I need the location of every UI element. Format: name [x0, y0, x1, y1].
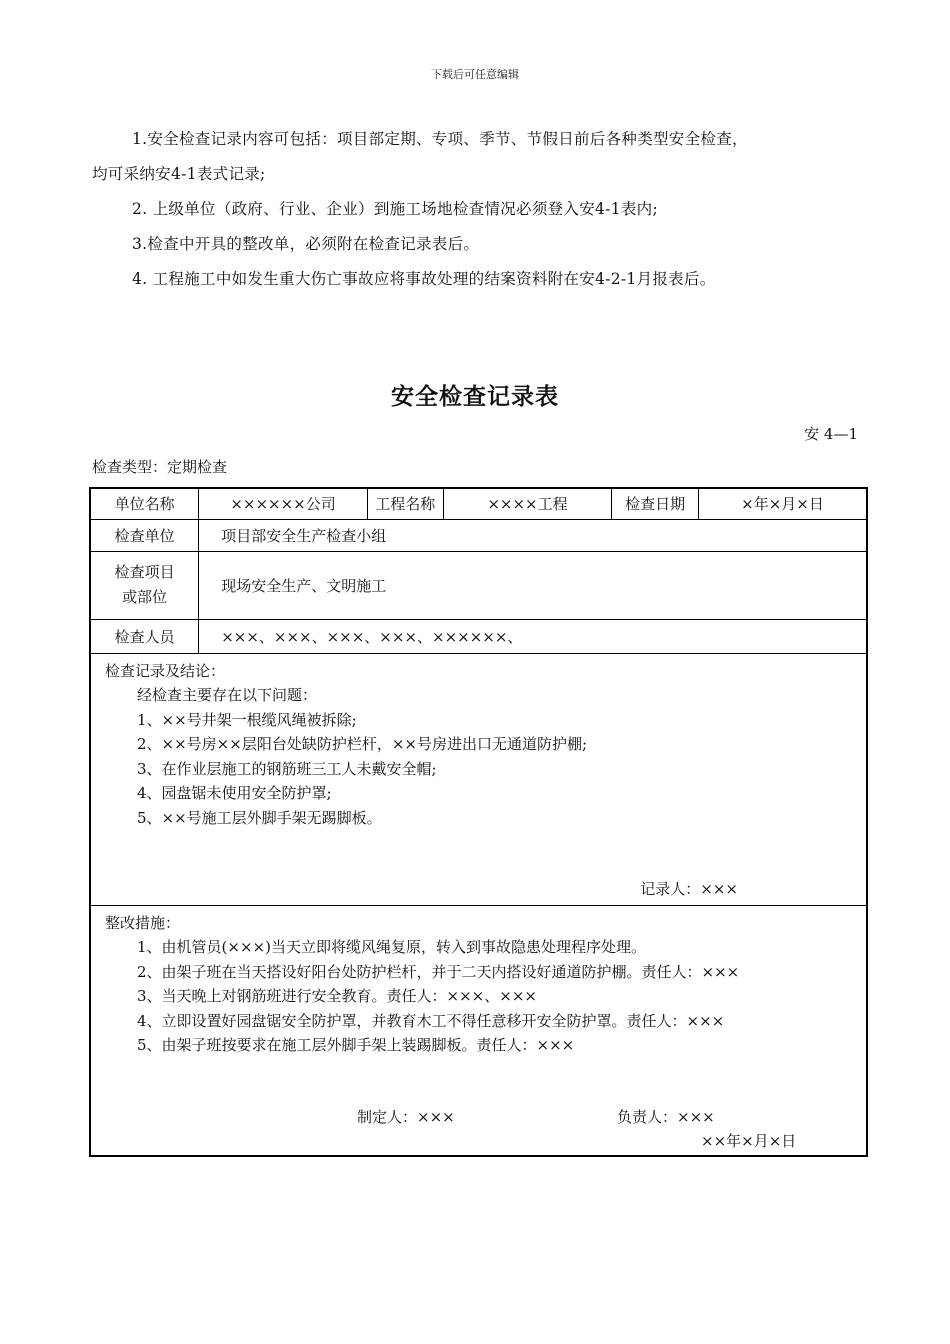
rectify-item: 5、由架子班按要求在施工层外脚手架上装踢脚板。责任人：××× [137, 1036, 575, 1054]
check-type: 检查类型：定期检查 [92, 458, 228, 476]
note-line: 均可采纳安4-1表式记录; [92, 165, 266, 183]
people-label: 检查人员 [90, 619, 199, 653]
item-label [90, 551, 199, 619]
rectify-heading: 整改措施： [105, 913, 181, 932]
maker: 制定人：××× [357, 1107, 455, 1126]
responsible: 负责人：××× [617, 1107, 715, 1126]
record-heading: 检查记录及结论： [105, 661, 226, 680]
item-value: 现场安全生产、文明施工 [199, 551, 867, 619]
table-row [90, 619, 867, 653]
rectify-item: 4、立即设置好园盘锯安全防护罩，并教育木工不得任意移开安全防护罩。责任人：××× [137, 1011, 725, 1030]
instructions [92, 122, 877, 297]
table-row [90, 551, 867, 619]
record-item: 4、园盘锯未使用安全防护罩; [137, 784, 332, 802]
signature-row [105, 1106, 852, 1130]
date-value: ×年×月×日 [699, 488, 867, 519]
sign-date: ××年×月×日 [701, 1131, 797, 1150]
project-value: ××××工程 [443, 488, 612, 519]
inspect-unit-value: 项目部安全生产检查小组 [199, 519, 867, 551]
record-item: 2、××号房××层阳台处缺防护栏杆，××号房进出口无通道防护棚; [137, 735, 588, 753]
record-intro: 经检查主要存在以下问题： [137, 686, 318, 704]
note-line: 2. 上级单位（政府、行业、企业）到施工场地检查情况必须登入安4-1表内; [132, 200, 659, 218]
table-row [90, 519, 867, 551]
unit-value: ××××××公司 [199, 488, 368, 519]
record-item: 5、××号施工层外脚手架无踢脚板。 [137, 808, 382, 827]
item-label-line: 检查项目 [114, 563, 175, 581]
note-line: 4. 工程施工中如发生重大伤亡事故应将事故处理的结案资料附在安4-2-1月报表后。 [132, 270, 716, 288]
people-value: ×××、×××、×××、×××、××××××、 [199, 619, 867, 653]
unit-label: 单位名称 [90, 488, 199, 519]
inspection-form-table [89, 487, 868, 1157]
inspect-unit-label: 检查单位 [90, 519, 199, 551]
rectify-item: 2、由架子班在当天搭设好阳台处防护栏杆，并于二天内搭设好通道防护棚。责任人：××× [137, 962, 740, 981]
item-label-line: 或部位 [122, 588, 168, 606]
rectify-item: 1、由机管员(×××)当天立即将缆风绳复原，转入到事故隐患处理程序处理。 [137, 938, 646, 956]
table-row [90, 653, 867, 905]
record-section [90, 653, 867, 905]
header-note: 下载后可任意编辑 [431, 68, 519, 81]
date-label: 检查日期 [612, 488, 699, 519]
note-line: 1.安全检查记录内容可包括：项目部定期、专项、季节、节假日前后各种类型安全检查， [132, 130, 748, 148]
record-item: 1、××号井架一根缆风绳被拆除; [137, 710, 357, 729]
rectify-section [90, 905, 867, 1156]
table-row [90, 905, 867, 1156]
page-title: 安全检查记录表 [391, 384, 559, 410]
record-item: 3、在作业层施工的钢筋班三工人未戴安全帽; [137, 759, 437, 778]
table-row [90, 488, 867, 519]
date-row [105, 1130, 852, 1154]
project-label: 工程名称 [367, 488, 443, 519]
recorder: 记录人：××× [640, 879, 738, 898]
form-code: 安 4—1 [804, 425, 858, 443]
note-line: 3.检查中开具的整改单，必须附在检查记录表后。 [132, 235, 480, 253]
rectify-item: 3、当天晚上对钢筋班进行安全教育。责任人：×××、××× [137, 987, 537, 1005]
